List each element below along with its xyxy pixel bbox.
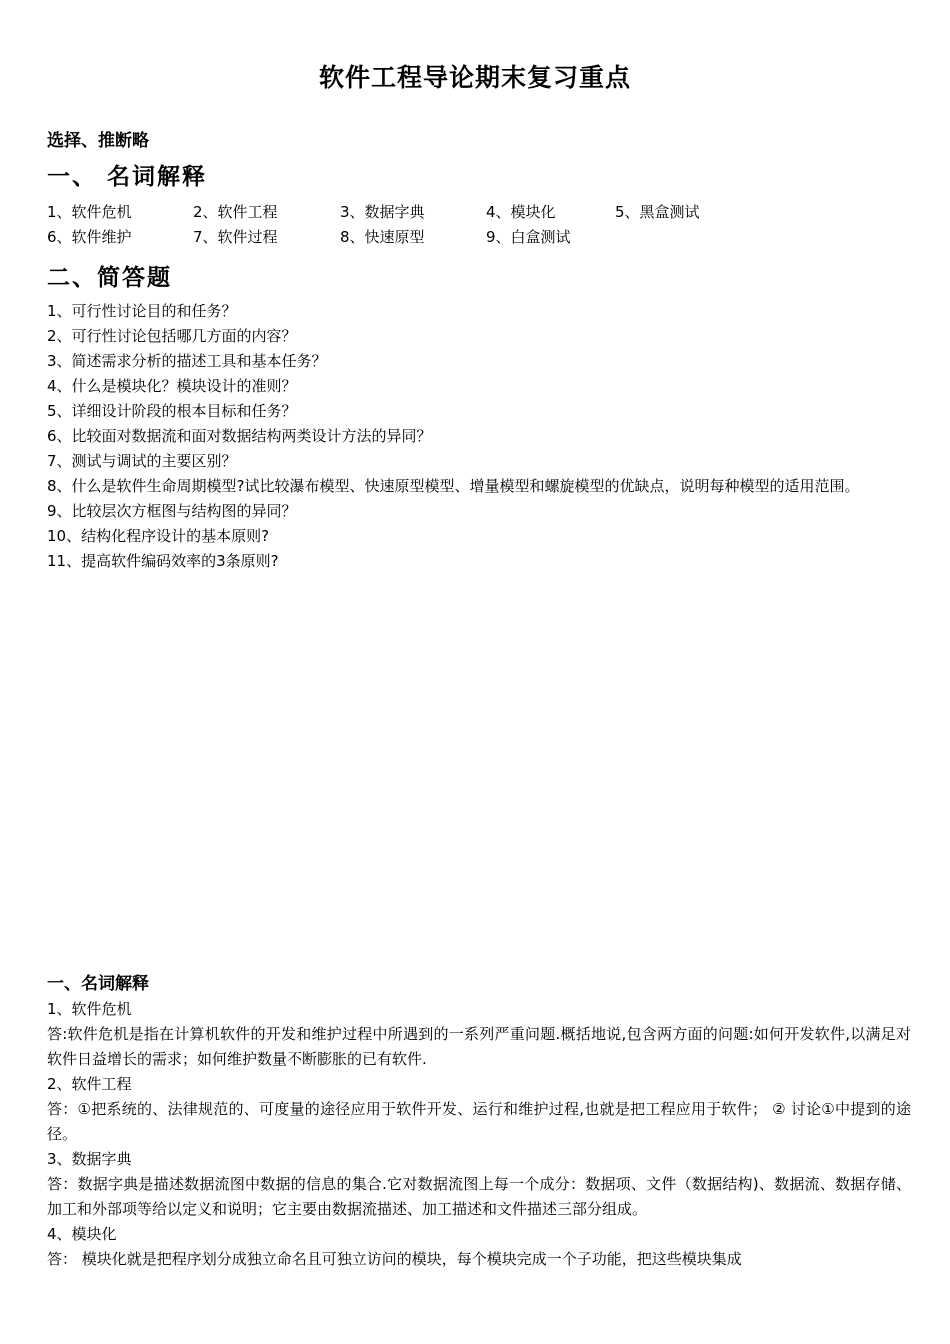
answer-term: 2、软件工程 [47, 1075, 132, 1093]
answers-heading: 一、名词解释 [47, 974, 149, 994]
term-item: 8、快速原型 [340, 228, 425, 246]
question-item: 8、什么是软件生命周期模型?试比较瀑布模型、快速原型模型、增量模型和螺旋模型的优缺点，说明每种模型的适用范围。 [47, 477, 860, 495]
document-title: 软件工程导论期末复习重点 [318, 63, 631, 92]
question-item: 7、测试与调试的主要区别？ [47, 452, 237, 470]
term-item: 5、黑盒测试 [615, 203, 700, 221]
section-heading-terms: 一、 名词解释 [47, 164, 208, 190]
question-item: 1、可行性讨论目的和任务？ [47, 302, 237, 320]
answer-term: 3、数据字典 [47, 1150, 132, 1168]
answer-text: 答:软件危机是指在计算机软件的开发和维护过程中所遇到的一系列严重问题.概括地说,包含两方面的问题:如何开发软件,以满足对软件日益增长的需求；如何维护数量不断膨胀的已有软件. [47, 1025, 911, 1068]
question-item: 10、结构化程序设计的基本原则? [47, 527, 270, 545]
question-item: 3、简述需求分析的描述工具和基本任务？ [47, 352, 327, 370]
answer-text: 答：①把系统的、法律规范的、可度量的途径应用于软件开发、运行和维护过程,也就是把工程应用于软件； ② 讨论①中提到的途径。 [47, 1100, 911, 1143]
answers-section [47, 971, 911, 1272]
term-row [47, 201, 927, 223]
answer-term: 1、软件危机 [47, 1000, 132, 1018]
term-item: 7、软件过程 [193, 228, 278, 246]
term-item: 9、白盒测试 [486, 228, 571, 246]
question-list [47, 299, 909, 574]
section-heading-questions: 二、简答题 [47, 265, 172, 291]
term-item: 4、模块化 [486, 203, 556, 221]
term-row [47, 226, 927, 248]
term-item: 6、软件维护 [47, 228, 132, 246]
question-item: 5、详细设计阶段的根本目标和任务？ [47, 402, 297, 420]
question-item: 9、比较层次方框图与结构图的异同？ [47, 502, 297, 520]
question-item: 6、比较面对数据流和面对数据结构两类设计方法的异同？ [47, 427, 432, 445]
term-item: 1、软件危机 [47, 203, 132, 221]
term-item: 3、数据字典 [340, 203, 425, 221]
question-item: 2、可行性讨论包括哪几方面的内容？ [47, 327, 297, 345]
question-item: 4、什么是模块化？模块设计的准则？ [47, 377, 297, 395]
section-note: 选择、推断略 [47, 131, 149, 151]
question-item: 11、提高软件编码效率的3条原则? [47, 552, 279, 570]
answer-text: 答：数据字典是描述数据流图中数据的信息的集合.它对数据流图上每一个成分：数据项、文件（数据结构)、数据流、数据存储、加工和外部项等给以定义和说明；它主要由数据流描述、加工描述和文件描述三部分组成。 [47, 1175, 911, 1218]
term-item: 2、软件工程 [193, 203, 278, 221]
answer-text: 答： 模块化就是把程序划分成独立命名且可独立访问的模块，每个模块完成一个子功能，把这些模块集成 [47, 1250, 742, 1268]
answer-term: 4、模块化 [47, 1225, 117, 1243]
